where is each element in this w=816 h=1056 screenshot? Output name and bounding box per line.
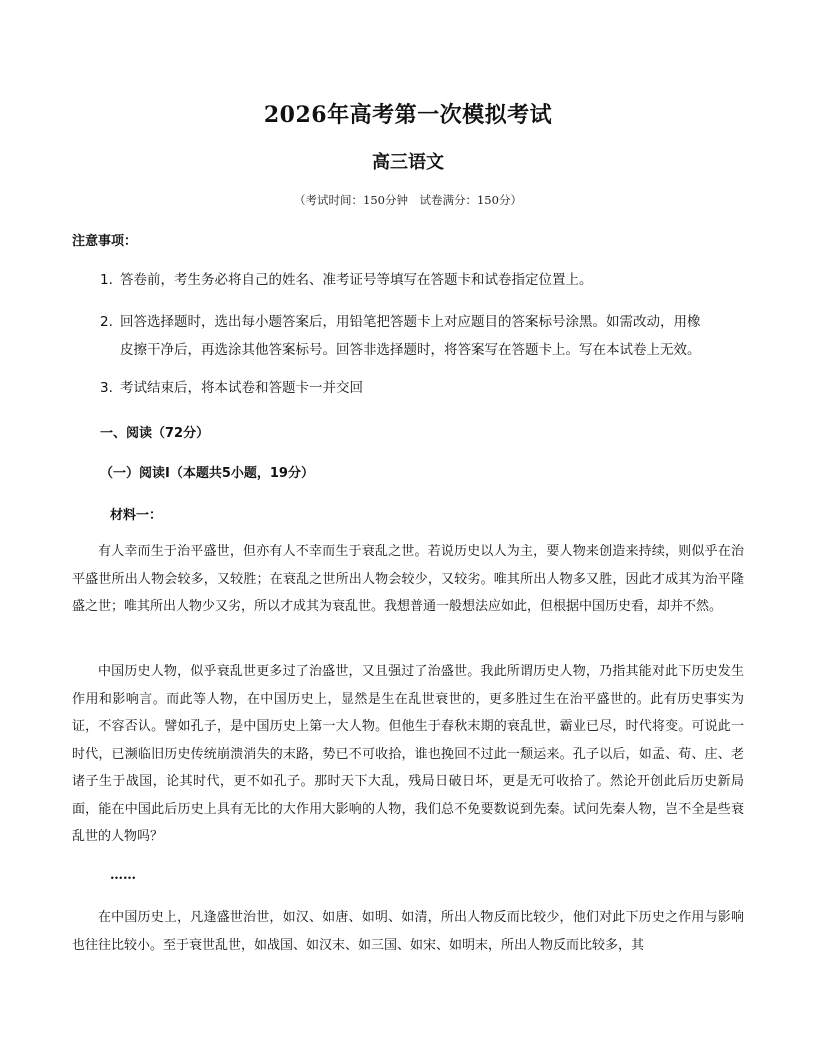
exam-subject: 高三语文 xyxy=(372,152,444,173)
exam-title: 2026年高考第一次模拟考试 xyxy=(263,102,553,128)
notice-item-1 xyxy=(100,266,760,294)
notice-item-text: 回答选择题时，选出每小题答案后，用铅笔把答题卡上对应题目的答案标号涂黑。如需改动，用橡 xyxy=(120,314,701,330)
notice-heading: 注意事项： xyxy=(72,234,138,249)
notice-item-text: 答卷前，考生务必将自己的姓名、准考证号等填写在答题卡和试卷指定位置上。 xyxy=(120,272,593,288)
notice-item-continuation: 皮擦干净后，再选涂其他答案标号。回答非选择题时，将答案写在答题卡上。写在本试卷上无效。 xyxy=(120,342,701,358)
notice-item-2 xyxy=(100,308,760,364)
section-heading-reading: 一、阅读（72分） xyxy=(100,426,210,441)
notice-item-number: 3. xyxy=(100,380,113,396)
exam-info: （考试时间：150分钟 试卷满分：150分） xyxy=(294,193,522,207)
material-label: 材料一： xyxy=(110,508,163,523)
notice-item-text: 考试结束后，将本试卷和答题卡一并交回 xyxy=(120,380,363,396)
notice-item-number: 2. xyxy=(100,314,113,330)
subsection-heading: （一）阅读Ⅰ（本题共5小题，19分） xyxy=(100,466,314,481)
passage-paragraph-1: 有人幸而生于治平盛世，但亦有人不幸而生于衰乱之世。若说历史以人为主，要人物来创造来持续，则似乎在治平盛世所出人物会较多，又较胜；在衰乱之世所出人物会较少，又较劣。唯其所出人物多又胜，因此才成其为治平隆盛之世；唯其所出人物少又劣，所以才成其为衰乱世。我想普通一般想法应如此，但根据中国历史看，却并不然。 xyxy=(72,544,744,614)
passage-paragraph-2: 中国历史人物，似乎衰乱世更多过了治盛世，又且强过了治盛世。我此所谓历史人物，乃指其能对此下历史发生作用和影响言。而此等人物，在中国历史上，显然是生在乱世衰世的，更多胜过生在治平盛世的。此有历史事实为证，不容否认。譬如孔子，是中国历史上第一大人物。但他生于春秋末期的衰乱世，霸业已尽，时代将变。可说此一时代，已濒临旧历史传统崩溃消失的末路，势已不可收拾，谁也挽回不过此一颓运来。孔子以后，如孟、荀、庄、老诸子生于战国，论其时代，更不如孔子。那时天下大乱，残局日破日坏，更是无可收拾了。然论开创此后历史新局面，能在中国此后历史上具有无比的大作用大影响的人物，我们总不免要数说到先秦。试问先秦人物，岂不全是些衰乱世的人物吗？ xyxy=(72,664,744,844)
notice-item-number: 1. xyxy=(100,272,113,288)
notice-item-3 xyxy=(100,374,760,402)
passage-ellipsis: …… xyxy=(110,868,136,883)
passage-paragraph-3: 在中国历史上，凡逢盛世治世，如汉、如唐、如明、如清，所出人物反而比较少，他们对此下历史之作用与影响也往往比较小。至于衰世乱世，如战国、如汉末、如三国、如宋、如明末，所出人物反而比较多，其 xyxy=(72,910,744,953)
